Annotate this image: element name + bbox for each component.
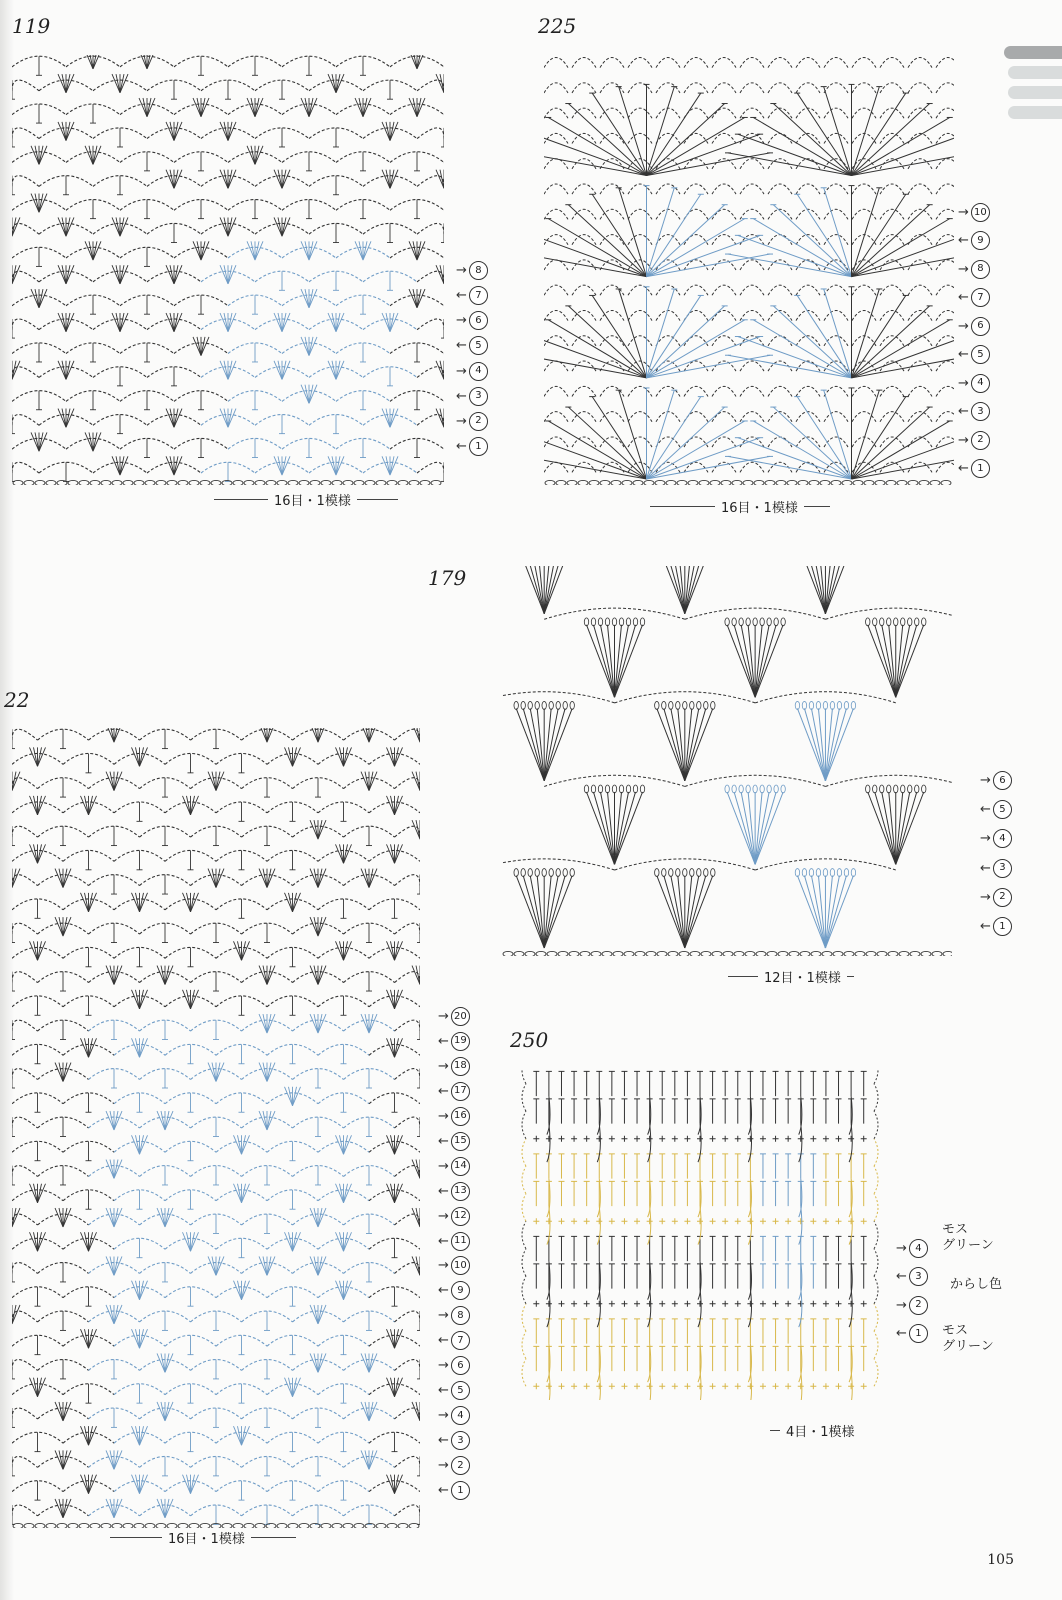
index-tab [1008,66,1062,79]
row-number: 13 [451,1182,470,1201]
row-marker [438,1281,470,1300]
row-number: 2 [909,1296,928,1315]
arrow-right-icon: → [438,1208,449,1224]
repeat-label-222: 16目・1模様 [162,1528,251,1547]
row-number: 3 [451,1431,470,1450]
arrow-left-icon: ← [438,1383,449,1399]
arrow-left-icon: ← [958,404,969,420]
row-marker [438,1306,470,1325]
row-marker [958,260,990,279]
row-number: 5 [971,345,990,364]
arrow-left-icon: ← [980,802,991,818]
row-marker [438,1456,470,1475]
chart-number-250: 250 [510,1028,549,1052]
row-number: 16 [451,1107,470,1126]
repeat-label-250: 4目・1模様 [780,1421,861,1440]
crochet-chart-225 [544,55,954,485]
row-marker [438,1232,470,1251]
arrow-left-icon: ← [438,1233,449,1249]
repeat-label-179: 12目・1模様 [758,967,847,986]
index-tab [1008,106,1062,119]
arrow-right-icon: → [438,1058,449,1074]
arrow-right-icon: → [958,318,969,334]
row-number: 6 [971,317,990,336]
page-number: 105 [987,1552,1014,1568]
row-number: 1 [971,459,990,478]
arrow-left-icon: ← [456,338,467,354]
color-label-rows-2-3: からし色 [950,1277,1003,1292]
row-number: 5 [993,800,1012,819]
row-marker [958,231,990,250]
row-marker [980,800,1012,819]
row-marker [438,1082,470,1101]
arrow-left-icon: ← [896,1326,907,1341]
row-marker [958,203,990,222]
row-marker [896,1324,928,1343]
row-marker [438,1107,470,1126]
row-marker [438,1007,470,1026]
row-number: 19 [451,1032,470,1051]
arrow-left-icon: ← [896,1269,907,1285]
arrow-right-icon: → [438,1258,449,1274]
arrow-right-icon: → [896,1241,907,1256]
row-marker [980,829,1012,848]
arrow-right-icon: → [438,1408,449,1424]
row-marker [438,1032,470,1051]
row-number: 2 [451,1456,470,1475]
arrow-right-icon: → [958,432,969,448]
row-marker [438,1356,470,1375]
row-number: 5 [451,1381,470,1400]
row-number: 4 [993,829,1012,848]
row-marker [896,1239,928,1258]
chart-number-179: 179 [428,566,467,590]
row-number: 6 [451,1356,470,1375]
row-number: 3 [971,402,990,421]
row-marker [980,859,1012,878]
row-marker [896,1267,928,1286]
row-number: 8 [971,260,990,279]
arrow-right-icon: → [438,1108,449,1124]
row-marker [438,1132,470,1151]
row-number: 3 [993,859,1012,878]
arrow-left-icon: ← [456,288,467,304]
row-number: 1 [469,437,488,456]
index-tab-active [1004,46,1062,59]
row-number: 7 [971,288,990,307]
crochet-chart-179 [502,566,952,956]
arrow-left-icon: ← [438,1483,449,1498]
arrow-right-icon: → [456,313,467,329]
crochet-chart-119 [12,55,444,485]
row-marker [456,261,488,280]
row-marker [438,1331,470,1350]
row-number: 1 [909,1324,928,1343]
row-marker [958,459,990,478]
repeat-label-119: 16目・1模様 [268,490,357,509]
arrow-left-icon: ← [958,233,969,249]
row-marker [438,1207,470,1226]
row-number: 2 [469,412,488,431]
arrow-right-icon: → [980,831,991,847]
row-marker [456,286,488,305]
row-number: 6 [469,311,488,330]
row-marker [456,412,488,431]
arrow-left-icon: ← [958,347,969,363]
row-number: 1 [993,917,1012,936]
row-marker [438,1157,470,1176]
row-number: 2 [971,431,990,450]
arrow-right-icon: → [438,1358,449,1374]
arrow-right-icon: → [456,263,467,278]
arrow-left-icon: ← [438,1133,449,1149]
row-number: 5 [469,336,488,355]
arrow-left-icon: ← [438,1433,449,1449]
row-number: 8 [469,261,488,280]
chart-number-222: 22 [4,688,30,712]
row-marker [896,1296,928,1315]
arrow-right-icon: → [896,1297,907,1313]
row-number: 4 [469,362,488,381]
arrow-left-icon: ← [958,290,969,306]
row-marker [438,1431,470,1450]
row-marker [958,431,990,450]
row-marker [438,1182,470,1201]
arrow-right-icon: → [438,1308,449,1324]
row-number: 3 [909,1267,928,1286]
row-number: 2 [993,888,1012,907]
row-marker [980,888,1012,907]
arrow-left-icon: ← [958,461,969,476]
row-marker [980,771,1012,790]
arrow-left-icon: ← [456,388,467,404]
row-marker [456,387,488,406]
color-label-row4: モス グリーン [942,1222,994,1253]
row-number: 6 [993,771,1012,790]
index-tab [1008,86,1062,99]
row-marker [958,402,990,421]
arrow-left-icon: ← [980,860,991,876]
row-number: 1 [451,1481,470,1500]
row-marker [438,1406,470,1425]
row-marker [958,374,990,393]
row-marker [456,311,488,330]
arrow-right-icon: → [958,375,969,391]
arrow-right-icon: → [438,1458,449,1474]
crochet-chart-250 [520,1070,880,1400]
color-label-row1: モス グリーン [942,1323,994,1354]
row-number: 18 [451,1057,470,1076]
arrow-left-icon: ← [438,1033,449,1049]
row-marker [438,1381,470,1400]
chart-number-225: 225 [538,14,577,38]
row-marker [456,437,488,456]
arrow-left-icon: ← [438,1333,449,1349]
crochet-symbols-225 [544,55,954,485]
crochet-symbols-222 [12,728,420,1528]
row-number: 4 [451,1406,470,1425]
arrow-left-icon: ← [438,1283,449,1299]
row-marker [456,362,488,381]
row-marker [438,1057,470,1076]
row-number: 12 [451,1207,470,1226]
chapter-index-tabs [1004,46,1062,126]
row-number: 20 [451,1007,470,1026]
arrow-right-icon: → [958,261,969,277]
row-marker [438,1256,470,1275]
row-marker [958,317,990,336]
row-number: 17 [451,1082,470,1101]
row-number: 10 [451,1256,470,1275]
crochet-chart-222 [12,728,420,1528]
arrow-right-icon: → [438,1158,449,1174]
row-marker [456,336,488,355]
arrow-left-icon: ← [438,1083,449,1099]
arrow-left-icon: ← [438,1183,449,1199]
row-number: 9 [971,231,990,250]
crochet-symbols-119 [12,55,444,485]
row-marker [958,345,990,364]
row-marker [438,1481,470,1500]
crochet-symbols-250 [520,1070,880,1400]
row-number: 4 [909,1239,928,1258]
arrow-right-icon: → [980,889,991,905]
chart-number-119: 119 [12,14,51,38]
row-number: 10 [971,203,990,222]
arrow-right-icon: → [438,1009,449,1024]
row-number: 7 [451,1331,470,1350]
row-number: 4 [971,374,990,393]
row-number: 3 [469,387,488,406]
row-number: 14 [451,1157,470,1176]
arrow-left-icon: ← [456,439,467,454]
row-number: 9 [451,1281,470,1300]
row-marker [958,288,990,307]
arrow-right-icon: → [456,413,467,429]
arrow-left-icon: ← [980,919,991,934]
row-number: 8 [451,1306,470,1325]
arrow-right-icon: → [980,773,991,788]
crochet-symbols-179 [502,566,952,956]
row-number: 11 [451,1232,470,1251]
row-number: 15 [451,1132,470,1151]
row-marker [980,917,1012,936]
repeat-label-225: 16目・1模様 [715,497,804,516]
arrow-right-icon: → [958,205,969,220]
row-number: 7 [469,286,488,305]
arrow-right-icon: → [456,363,467,379]
